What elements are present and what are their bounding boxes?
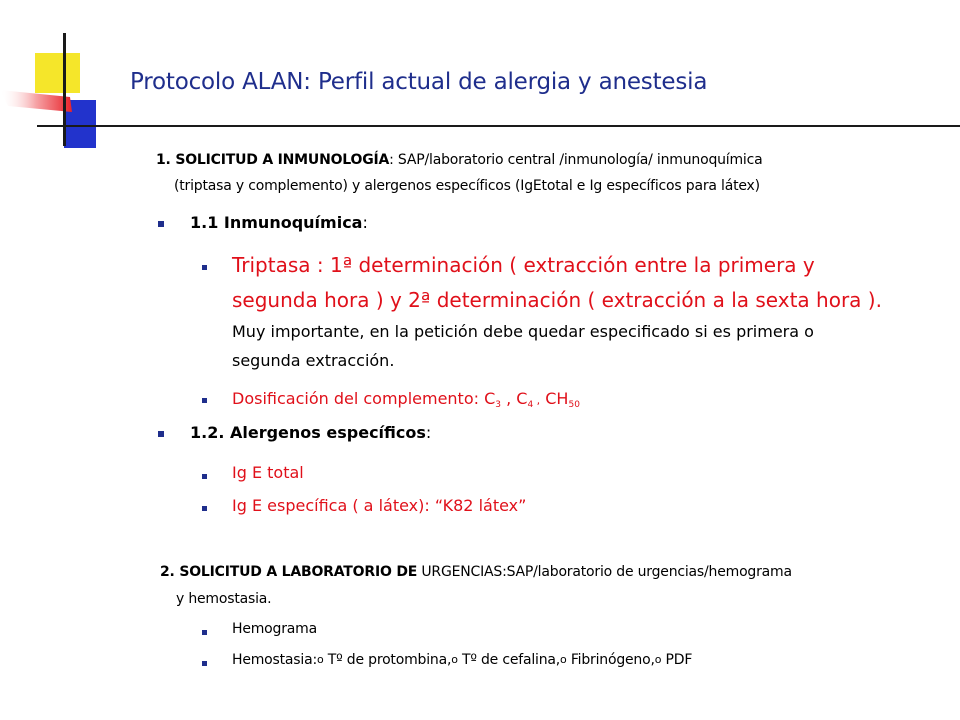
bullet-icon [158, 431, 164, 437]
section1-text: : SAP/laboratorio central /inmunología/ inmunoquímica [389, 152, 763, 168]
section2-heading: 2. SOLICITUD A LABORATORIO DE [160, 564, 418, 580]
section1-line1 [156, 152, 763, 168]
logo-vertical-line [63, 33, 66, 146]
triptasa-note2: segunda extracción. [232, 351, 395, 370]
bullet-icon [202, 661, 207, 666]
logo-yellow-square [35, 53, 80, 93]
ige-total: Ig E total [232, 463, 304, 482]
section1-line2: (triptasa y complemento) y alergenos específicos (IgEtotal e Ig específicos para látex) [174, 178, 760, 194]
circle-bullet-icon: o [654, 653, 662, 666]
item-1-1-label: 1.1 Inmunoquímica [190, 213, 363, 232]
circle-bullet-icon: o [451, 653, 458, 666]
bullet-icon [202, 265, 207, 270]
hemograma: Hemograma [232, 621, 317, 637]
section2-text: URGENCIAS:SAP/laboratorio de urgencias/hemograma [417, 564, 792, 580]
item-1-2: 1.2. Alergenos específicos: [190, 423, 432, 442]
bullet-icon [202, 630, 207, 635]
logo-red-stripe [0, 90, 72, 112]
triptasa-line2: segunda hora ) y 2ª determinación ( extracción a la sexta hora ). [232, 288, 882, 312]
ige-especifica: Ig E específica ( a látex): “K82 látex” [232, 496, 527, 515]
triptasa-note1: Muy importante, en la petición debe quedar especificado si es primera o [232, 322, 814, 341]
item-1-1: 1.1 Inmunoquímica: [190, 213, 368, 232]
title-divider [37, 125, 960, 127]
triptasa-line1: Triptasa : 1ª determinación ( extracción entre la primera y [232, 253, 815, 277]
bullet-icon [202, 506, 207, 511]
section1-heading: 1. SOLICITUD A INMUNOLOGÍA [156, 152, 390, 168]
page-title: Protocolo ALAN: Perfil actual de alergia y anestesia [130, 69, 708, 95]
bullet-icon [202, 398, 207, 403]
decorative-logo [0, 0, 140, 160]
circle-bullet-icon: o [317, 653, 324, 666]
circle-bullet-icon: o [560, 653, 567, 666]
bullet-icon [202, 474, 207, 479]
bullet-icon [158, 221, 164, 227]
complemento-line: Dosificación del complemento: $C_3$ , $C_4$ , $CH_{50}$ [232, 389, 580, 410]
item-1-2-label: 1.2. Alergenos específicos [190, 423, 426, 442]
hemostasia-line: Hemostasia:o Tº de protombina,o Tº de cefalina,o Fibrinógeno,o PDF [232, 652, 693, 668]
section2-line1 [160, 564, 792, 580]
section2-line2: y hemostasia. [176, 591, 272, 607]
